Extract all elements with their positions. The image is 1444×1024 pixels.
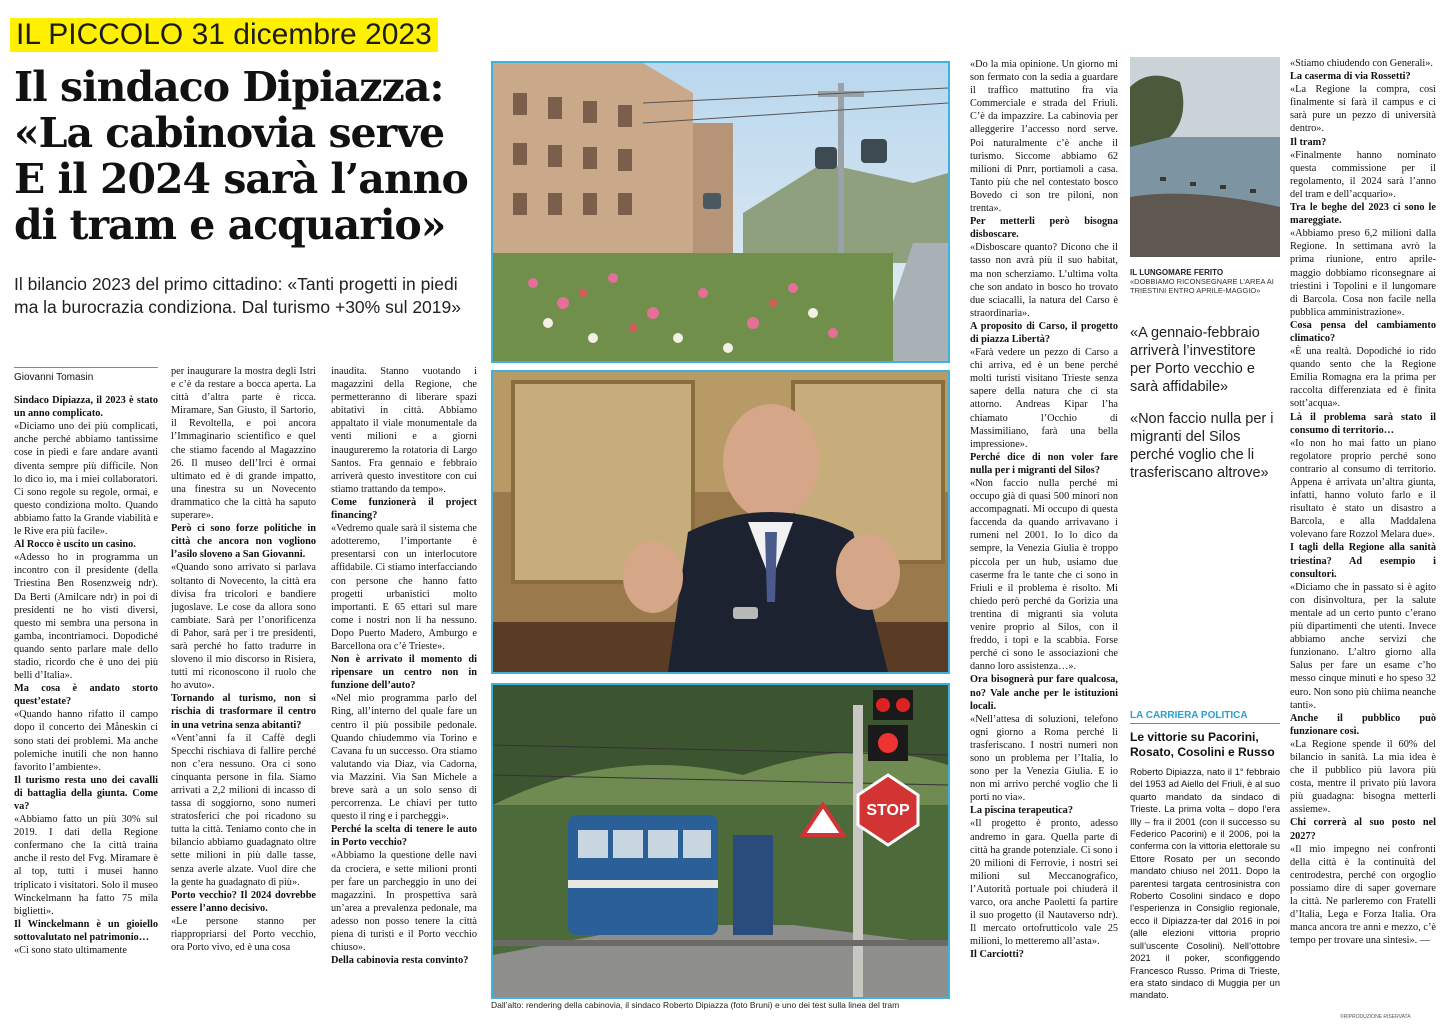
career-body: Roberto Dipiazza, nato il 1° febbraio del 1953 ad Aiello del Friuli, è al suo quarto mandato da sindaco di Trieste. La prima volta – dopo l’era Illy – fra il 2001 (con il successo su Federico Pacorini) e il 2006, poi la conferma con la vittoria elettorale su Ettore Rosato per un secondo mandato chiuso nel 2011. Dopo la parentesi targata centrosinistra con Roberto Cosolini sindaco e dopo l’esperienza in Consiglio regionale, ecco il Dipiazza-ter dal 2016 in poi (alle elezioni vittoria proprio sull’uscente Cosolini). Nell’ottobre 2021 il poker, sconfiggendo Francesco Russo. Prima di Trieste, era stato sindaco di Muggia per un mandato. (1130, 767, 1280, 1001)
interview-answer: «Diciamo che in passato si è agito con disinvoltura, per la salute mentale ad un certo punto c’erano più dipartimenti che utenti. Invece abbiamo anche servizi che funzionano. L’altro giorno alla Salus per fare un esame c’ho messo cinque minuti e ho speso 32 euro. Non sono più chiima neanche tanti». (1290, 581, 1436, 711)
interview-question: Tornando al turismo, non si rischia di trasformare il centro in una vetrina senza abitanti? (171, 693, 316, 731)
seafront-photo (1130, 57, 1280, 257)
interview-question: La piscina terapeutica? (970, 805, 1073, 817)
mayor-portrait-photo (491, 370, 950, 674)
interview-answer: «Abbiamo la questione delle navi da crociera, e sette milioni pronti per fare un parcheggio in uno dei magazzini. In prospettiva sarà un’area a prevalenza pedonale, ma adesso non posso tenere la città piena di turisti e il Porto vecchio chiuso». (331, 850, 477, 954)
interview-answer: «Vent’anni fa il Caffè degli Specchi rischiava di fallire perché non c’era nessuno. Ora ci sono cinquanta persone in fila. Siamo arrivati a 2,2 milioni di incasso di tassa di soggiorno, sono numeri stratosferici che poi ricadono su tutta la città. Teniamo conto che in bilancio abbiamo guadagnato oltre sette milioni in più dalle tasse, senza averle alzate. Vuol dire che la gente ha guadagnato di più». (171, 732, 316, 888)
interview-question: Tra le beghe del 2023 ci sono le mareggiate. (1290, 202, 1436, 227)
interview-question: Ma cosa è andato storto quest’estate? (14, 683, 158, 708)
masthead: IL PICCOLO 31 dicembre 2023 (10, 18, 438, 52)
interview-answer: «Abbiamo preso 6,2 milioni dalla Regione. In settimana avrò la prima riunione, entro aprile-maggio dobbiamo riconsegnare ai triestini i Topolini e il lungomare di Barcola. Cosa non facile nella pubblica amministrazione». (1290, 228, 1436, 318)
article-column-1 (14, 367, 158, 1017)
career-box (1130, 710, 1280, 1002)
interview-question: Perché la scelta di tenere le auto in Porto vecchio? (331, 824, 477, 849)
interview-answer: «Diciamo uno dei più complicati, anche perché abbiamo tantissime cose in piedi e fare andare avanti diventa sempre più difficile. Non lo dico io, ma i miei collaboratori. Ci sono regole su regole, ormai, e questo condiziona molto. Quando abbiamo fatto la Grande viabilità e le Rive era più facile». (14, 421, 158, 538)
interview-answer: «Do la mia opinione. Un giorno mi son fermato con la sedia a guardare il traffico mattutino fra via Commerciale e strada del Friuli. C’è da impazzire. La cabinovia per alleggerire l’accesso nord serve. Poi naturalmente c’è anche il turismo. Siccome abbiamo 62 milioni di Pnrr, portiamoli a casa. Tanto più che nel contestato bosco Bovedo ci son tre piloni, non trenta». (970, 59, 1118, 215)
interview-question: Anche il pubblico può funzionare così. (1290, 712, 1436, 737)
interview-question: Per metterli però bisogna disboscare. (970, 216, 1118, 241)
interview-answer: «Io non ho mai fatto un piano regolatore proprio perché sono contrario al consumo di territorio. Appena è arrivata un’altra giunta, infatti, hanno voluto farlo e il risultato è stato un disastro a Barcola, e alla Maddalena volevano fare Rozzol Melara due». (1290, 437, 1436, 541)
stop-sign-text: STOP (866, 802, 910, 819)
interview-answer: «Abbiamo fatto un più 30% sul 2019. I dati della Regione confermano che la città traina anche il resto del Fvg. Miramare è al top, tutti i musei hanno triplicato i visitatori. Solo il museo Winckelmann ha fatto 75 mila biglietti». (14, 814, 158, 917)
career-tag: LA CARRIERA POLITICA (1130, 710, 1280, 724)
article-column-2 (171, 365, 316, 1017)
pull-quote-2: «Non faccio nulla per i migranti del Silos perché voglio che li trasferiscano altrove» (1130, 411, 1274, 481)
interview-question: Della cabinovia resta convinto? (331, 955, 469, 967)
mayor-portrait-illustration (493, 372, 948, 672)
interview-answer: «È una realtà. Dopodiché io rido quando sento che la Regione Emilia Romagna era la prima per raccolta differenziata ed è finita sott’acqua». (1290, 346, 1436, 410)
interview-answer: inaudita. Stanno vuotando i magazzini della Regione, che permetteranno di liberare spazi abitativi in città. Abbiamo appaltato il viale monumentale da venti milioni e a giorni inaugureremo la rotatoria di Largo Santos. Fra gennaio e febbraio arriverà questo investitore con cui stiamo trattando da tempo». (331, 366, 477, 495)
interview-answer: per inaugurare la mostra degli Istri e c’è da restare a bocca aperta. La città d’altra parte è ricca. Miramare, San Giusto, il Sartorio, il Revoltella, e poi ancora l’Immaginario scientifico e quel che stiamo facendo al Magazzino 26. Il museo dell’Irci è ormai ultimato ed è di grande impatto, una finestra su un Novecento drammatico che la città ha saputo superare». (171, 366, 316, 522)
interview-answer: «Il progetto è pronto, adesso andremo in gara. Quella parte di città ha grande potenziale. Ci sono i 20 milioni di Ferrovie, i nostri sei milioni sul Meccanografico, l’Autorità portuale poi chiuderà il varco, ora anche Paoletti fa partire il suo progetto (il Nautaverso ndr). Il mercato ortofrutticolo vale 25 milioni, lo metteremo all’asta». (970, 818, 1118, 948)
interview-answer: «Vedremo quale sarà il sistema che adotteremo, l’importante è presentarsi con un interlocutore affidabile. Ci stiamo interfacciando con persone che hanno fatto progetti urbanistici molto importanti. E 65 ettari sul mare come i nostri non li ha nessuno. Dopo Puerto Madero, Amburgo e Barcellona ora c’è Trieste». (331, 523, 477, 652)
interview-answer: «Nell’attesa di soluzioni, telefono ogni giorno a Roma perché li trasferiscano. I nostri numeri non sono un problema per l’Italia, lo sono per la Venezia Giulia. E io non mi arrivo perché voglio che li porti no via». (970, 713, 1118, 804)
interview-question: Perché dice di non voler fare nulla per i migranti del Silos? (970, 451, 1118, 476)
interview-question: Il turismo resta uno dei cavalli di battaglia della giunta. Come va? (14, 774, 158, 812)
headline-line: E il 2024 sarà l’anno (14, 155, 468, 203)
headline (14, 64, 484, 248)
interview-answer: «Nel mio programma parlo del Ring, all’interno del quale fare un centro il più possibile pedonale. Quando chiudemmo via Torino e Cavana fu un successo. Ora stiamo valutando via Diaz, via Cadorna, via Mazzini. Via San Michele a breve sarà a un solo senso di percorrenza. Le chiavi per tutto questo il ring e i parcheggi». (331, 693, 477, 823)
interview-answer: «Non faccio nulla perché mi occupo già di quasi 500 minori non accompagnati. Mi occupo di questa faccenda da quando arrivavano i rumeni nel 2001. Io lo dico da sempre, la Venezia Giulia è troppo piccola per un hub, usiamo due caserme fra le tante che ci sono in Friuli e il problema è risolto. Mi chiedo però perché da Gorizia una trentina di migranti sia voluta venire proprio al Silos, con il freddo, i topi e la scabbia. Forse perché ci sono le associazioni che danno loro assistenza…». (970, 478, 1118, 673)
interview-answer: «Le persone stanno per riappropriarsi del Porto vecchio, ora Porto vivo, ed è una cosa (171, 915, 316, 954)
seafront-caption-box (1130, 268, 1280, 295)
interview-answer: «Adesso ho in programma un incontro con il presidente (della Triestina Ben Rosenzweig ndr). Da Berti (Amilcare ndr) in poi di presidenti ne ho visti diversi, questo mi sembra una persona in gamba, incontriamoci. Dopodiché quando sento parlare male dello stadio, ricordo che è uno dei più belli d’Italia». (14, 552, 158, 682)
interview-question: Però ci sono forze politiche in città che ancora non vogliono l’asilo sloveno a San Giovanni. (171, 523, 316, 561)
seafront-illustration (1130, 57, 1280, 257)
headline-line: Il sindaco Dipiazza: (14, 63, 444, 111)
photo-caption: Dall’alto: rendering della cabinovia, il sindaco Roberto Dipiazza (foto Bruni) e uno dei test sulla linea del tram (491, 1000, 900, 1010)
copyright: ©RIPRODUZIONE RISERVATA (1340, 1014, 1411, 1020)
seafront-label: IL LUNGOMARE FERITO (1130, 268, 1224, 277)
cable-car-rendering-photo (491, 61, 950, 363)
interview-answer: «Ci sono stato ultimamente (14, 945, 127, 957)
article-column-6 (1290, 57, 1436, 1017)
interview-answer: «Stiamo chiudendo con Generali». (1290, 58, 1433, 69)
interview-question: Ora bisognerà pur fare qualcosa, no? Vale anche per le istituzioni locali. (970, 674, 1118, 712)
career-title: Le vittorie su Pacorini, Rosato, Cosolini e Russo (1130, 730, 1275, 759)
seafront-sub: «DOBBIAMO RICONSEGNARE L’AREA AI TRIESTINI ENTRO APRILE-MAGGIO» (1130, 277, 1274, 295)
article-column-3 (331, 365, 477, 1017)
interview-question: Il Carciotti? (970, 949, 1024, 961)
interview-question: Non è arrivato il momento di ripensare un centro non in funzione dell’auto? (331, 654, 477, 692)
pull-quote-1: «A gennaio-febbraio arriverà l’investitore per Porto vecchio e sarà affidabile» (1130, 325, 1260, 395)
interview-question: Porto vecchio? Il 2024 dovrebbe essere l’anno decisivo. (171, 889, 316, 914)
byline: Giovanni Tomasin (14, 367, 158, 384)
tram-illustration (493, 685, 948, 997)
headline-line: «La cabinovia serve (14, 109, 445, 157)
headline-line: di tram e acquario» (14, 201, 446, 249)
interview-answer: «Quando hanno rifatto il campo dopo il concerto dei Måneskin ci sono stati dei problemi. Ma anche polemiche inutili che non hanno favorito l’ambiente». (14, 709, 158, 773)
interview-answer: «Il mio impegno nei confronti della città è la continuità del centrodestra, perché con orgoglio possiamo dire di saper governare la città. Ne parleremo con Fratelli d’Italia, Lega e Forza Italia. Ora manca ancora tre anni e mezzo, c’è tempo per trovare una sintesi». — (1290, 843, 1436, 947)
interview-answer: «Disboscare quanto? Dicono che il tasso non avrà più il suo habitat, ma non scherziamo. L’ultima volta che son andato in bosco ho trovato due sciacalli, la natura del Carso è straordinaria». (970, 242, 1118, 319)
interview-question: I tagli della Regione alla sanità triestina? Ad esempio i consultori. (1290, 542, 1436, 580)
interview-answer: «Farà vedere un pezzo di Carso a chi arriva, ed è un bene perché molti turisti visitano Trieste senza sapere della natura che ci sta attorno. Andreas Kipar l’ha chiamato l’Occhio di Massimiliano, farà una bella impressione». (970, 347, 1118, 450)
article-column-4 (970, 58, 1118, 1018)
interview-answer: «Quando sono arrivato si parlava soltanto di Novecento, la città era divisa fra tricolori e bandiere jugoslave. Le cose da allora sono cambiate. Sarà per l’onorificenza di Pahor, sarà per i tre presidenti, sarà perché ho fatto tradurre in sloveno il mio discorso in Risiera, tutti mi riconoscono il ruolo che ho avuto». (171, 562, 316, 692)
interview-answer: «Finalmente hanno nominato questa commissione per il regolamento, il 2024 sarà l’anno del tram e dell’acquario». (1290, 149, 1436, 200)
cable-car-illustration (493, 63, 948, 361)
interview-question: Cosa pensa del cambiamento climatico? (1290, 319, 1436, 344)
interview-question: Come funzionerà il project financing? (331, 496, 477, 522)
interview-question: Il Winckelmann è un gioiello sottovalutato nel patrimonio… (14, 918, 158, 943)
interview-question: Sindaco Dipiazza, il 2023 è stato un anno complicato. (14, 395, 158, 420)
interview-question: La caserma di via Rossetti? (1290, 71, 1411, 83)
subhead: Il bilancio 2023 del primo cittadino: «Tanti progetti in piedi ma la burocrazia condiziona. Dal turismo +30% sul 2019» (14, 274, 461, 317)
interview-answer: «La Regione spende il 60% del bilancio in sanità. La mia idea è che il pubblico più lavora più costa, mentre il privato più lavora più guadagna: bisogna metterli assieme». (1290, 738, 1436, 816)
interview-question: Al Rocco è uscito un casino. (14, 539, 136, 551)
interview-question: Il tram? (1290, 136, 1327, 148)
interview-question: Chi correrà al suo posto nel 2027? (1290, 817, 1436, 842)
tram-photo (491, 683, 950, 999)
interview-answer: «La Regione la compra, così finalmente si farà il campus e ci sarà pure un pezzo di università dentro». (1290, 84, 1436, 135)
interview-question: A proposito di Carso, il progetto di piazza Libertà? (970, 320, 1118, 345)
interview-question: Là il problema sarà stato il consumo di territorio… (1290, 411, 1436, 436)
